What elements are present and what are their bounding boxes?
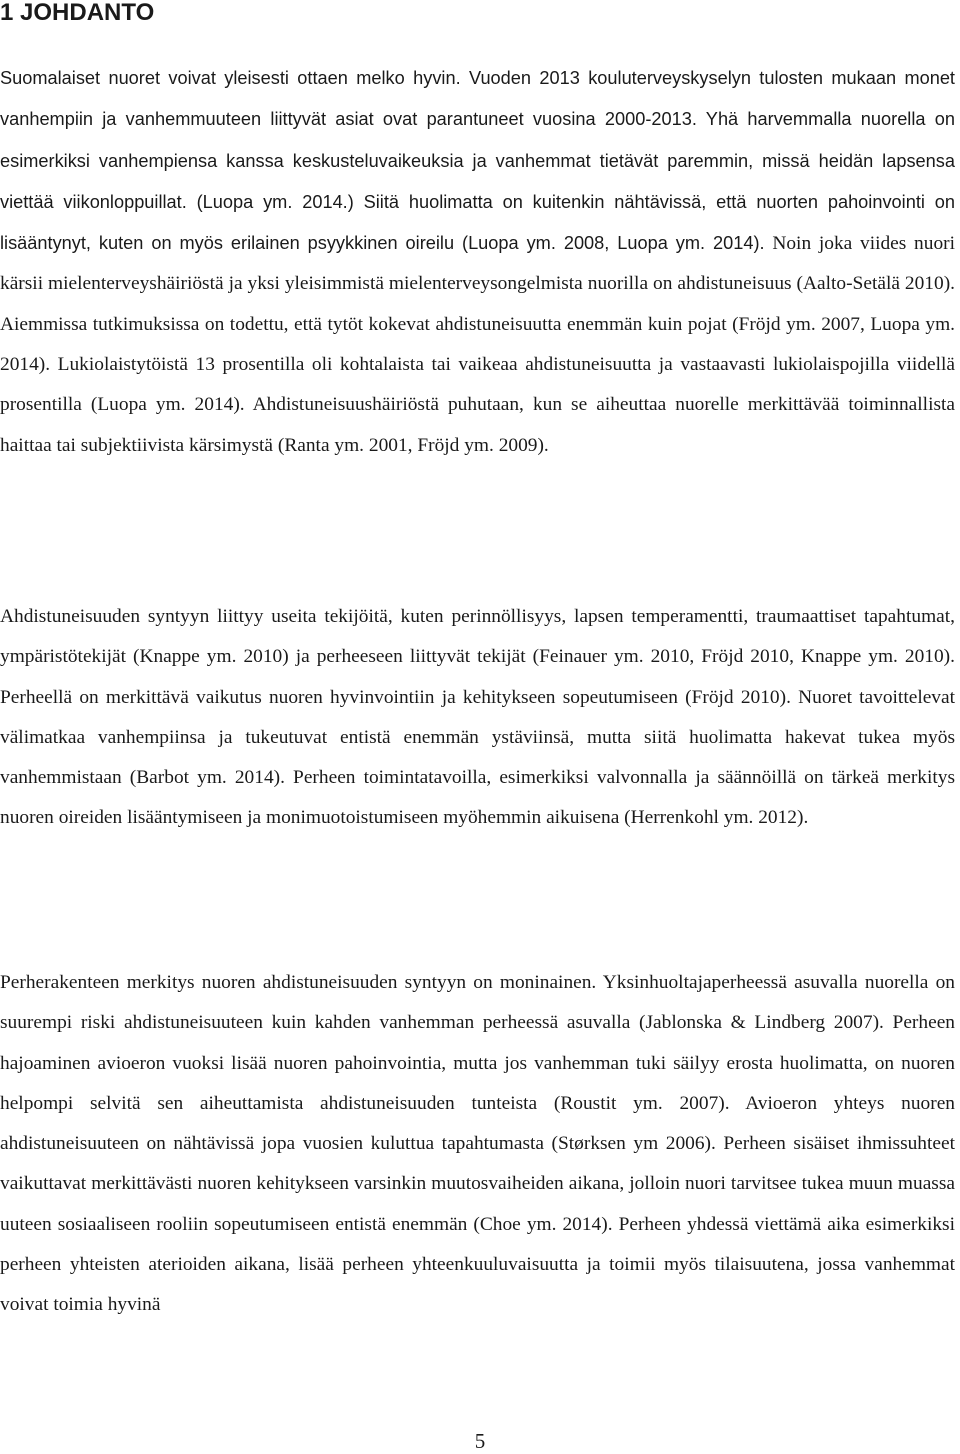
- paragraph-2: [0, 597, 955, 839]
- paragraph-1-sentences-b: Noin joka viides nuori kärsii mielenterveyshäiriöstä ja yksi yleisimmistä mielenterveysongelmista nuorilla on ahdistuneisuus (Aalto-Setälä 2010). Aiemmissa tutkimuksissa on todettu, että tytöt kokevat ahdistuneisuutta enemmän kuin pojat (Fröjd ym. 2007, Luopa ym. 2014). Lukiolaistytöistä 13 prosentilla oli kohtalaista tai vaikeaa ahdistuneisuutta ja vastaavasti lukiolaispojilla viidellä prosentilla (Luopa ym. 2014). Ahdistuneisuushäiriöstä puhutaan, kun se aiheuttaa nuorelle merkittävää toiminnallista haittaa tai subjektiivista kärsimystä (Ranta ym. 2001, Fröjd ym. 2009).: [0, 233, 955, 456]
- page-number: 5: [474, 1429, 486, 1453]
- paragraph-2-text: Ahdistuneisuuden syntyyn liittyy useita tekijöitä, kuten perinnöllisyys, lapsen temperamentti, traumaattiset tapahtumat, ympäristötekijät (Knappe ym. 2010) ja perheeseen liittyvät tekijät (Feinauer ym. 2010, Fröjd 2010, Knappe ym. 2010). Perheellä on merkittävä vaikutus nuoren hyvinvointiin ja kehitykseen sopeutumiseen (Fröjd 2010). Nuoret tavoittelevat välimatkaa vanhempiinsa ja tukeutuvat entistä enemmän ystäviinsä, mutta siitä huolimatta hakevat tukea myös vanhemmistaan (Barbot ym. 2014). Perheen toimintatavoilla, esimerkiksi valvonnalla ja säännöillä on tärkeä merkitys nuoren oireiden lisääntymiseen ja monimuotoistumiseen myöhemmin aikuisena (Herrenkohl ym. 2012).: [0, 606, 955, 829]
- paragraph-3: [0, 963, 955, 1326]
- paragraph-1-sentences-a: Suomalaiset nuoret voivat yleisesti ottaen melko hyvin. Vuoden 2013 kouluterveyskyselyn tulosten mukaan monet vanhempiin ja vanhemmuuteen liittyvät asiat ovat parantuneet vuosina 2000-2013. Yhä harvemmalla nuorella on esimerkiksi vanhempiensa kanssa keskusteluvaikeuksia ja vanhemmat tietävät paremmin, missä heidän lapsensa viettää viikonloppuillat. (Luopa ym. 2014.) Siitä huolimatta on kuitenkin nähtävissä, että nuorten pahoinvointi on lisääntynyt, kuten on myös erilainen psyykkinen oireilu (Luopa ym. 2008, Luopa ym. 2014).: [0, 68, 955, 254]
- paragraph-3-text: Perherakenteen merkitys nuoren ahdistuneisuuden syntyyn on moninainen. Yksinhuoltajaperheessä asuvalla nuorella on suurempi riski ahdistuneisuuteen kuin kahden vanhemman perheessä asuvalla (Jablonska & Lindberg 2007). Perheen hajoaminen avioeron vuoksi lisää nuoren pahoinvointia, mutta jos vanhemman tuki säilyy erosta huolimatta, on nuoren helpompi selvitä sen aiheuttamista ahdistuneisuuden tunteista (Roustit ym. 2007). Avioeron yhteys nuoren ahdistuneisuuteen on nähtävissä jopa vuosien kuluttua tapahtumasta (Størksen ym 2006). Perheen sisäiset ihmissuhteet vaikuttavat merkittävästi nuoren kehitykseen varsinkin muutosvaiheiden aikana, jolloin nuori tarvitsee tukea muun muassa uuteen sosiaaliseen rooliin sopeutumiseen entistä enemmän (Choe ym. 2014). Perheen yhdessä viettämä aika esimerkiksi perheen yhteisten aterioiden aikana, lisää perheen yhteenkuuluvaisuutta ja toimii myös tilaisuutena, jossa vanhemmat voivat toimia hyvinä: [0, 972, 955, 1316]
- chapter-heading: 1 JOHDANTO: [0, 0, 155, 26]
- paragraph-1: [0, 58, 955, 466]
